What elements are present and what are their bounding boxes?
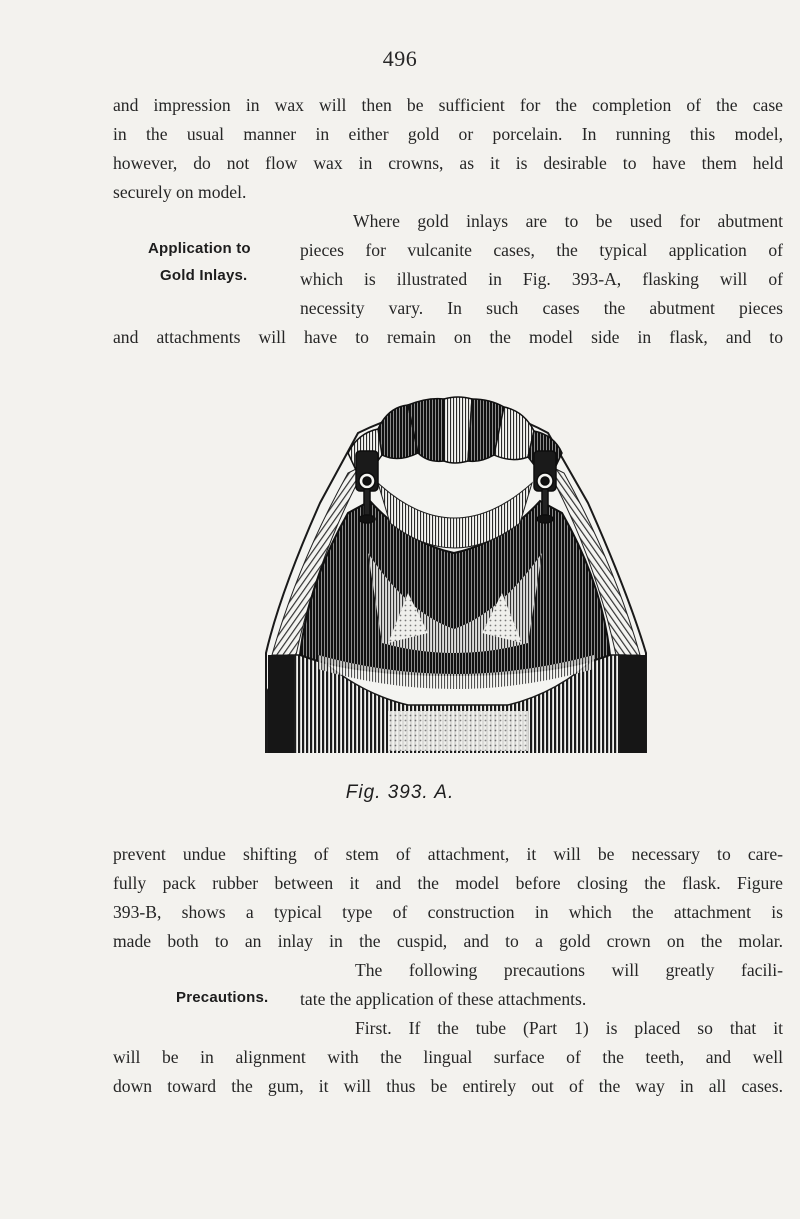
text-line: in the usual manner in either gold or porcelain. In running this model, xyxy=(113,124,783,144)
text-line: The following precautions will greatly facili- xyxy=(355,960,783,980)
text-line: pieces for vulcanite cases, the typical application of xyxy=(300,240,783,260)
text-line: made both to an inlay in the cuspid, and to a gold crown on the molar. xyxy=(113,931,783,951)
text-line: fully pack rubber between it and the model before closing the flask. Figure xyxy=(113,873,783,893)
margin-note-application: Application to xyxy=(148,240,251,257)
figure-illustration xyxy=(258,393,650,753)
margin-note-precautions: Precautions. xyxy=(176,989,269,1006)
text-line: however, do not flow wax in crowns, as it is desirable to have them held xyxy=(113,153,783,173)
text-line: 393-B, shows a typical type of construction in which the attachment is xyxy=(113,902,783,922)
text-line: securely on model. xyxy=(113,182,247,202)
margin-note-gold-inlays: Gold Inlays. xyxy=(160,267,248,284)
figure-caption: Fig. 393. A. xyxy=(345,782,455,803)
text-line: and impression in wax will then be sufficient for the completion of the case xyxy=(113,95,783,115)
text-line: which is illustrated in Fig. 393-A, flasking will of xyxy=(300,269,783,289)
text-line: Where gold inlays are to be used for abutment xyxy=(353,211,783,231)
text-line: down toward the gum, it will thus be entirely out of the way in all cases. xyxy=(113,1076,783,1096)
text-line: tate the application of these attachments. xyxy=(300,989,587,1009)
text-line: First. If the tube (Part 1) is placed so that it xyxy=(355,1018,783,1038)
text-line: prevent undue shifting of stem of attachment, it will be necessary to care- xyxy=(113,844,783,864)
text-line: will be in alignment with the lingual surface of the teeth, and well xyxy=(113,1047,783,1067)
text-line: necessity vary. In such cases the abutment pieces xyxy=(300,298,783,318)
text-line: and attachments will have to remain on the model side in flask, and to xyxy=(113,327,783,347)
page-number: 496 xyxy=(382,46,418,71)
